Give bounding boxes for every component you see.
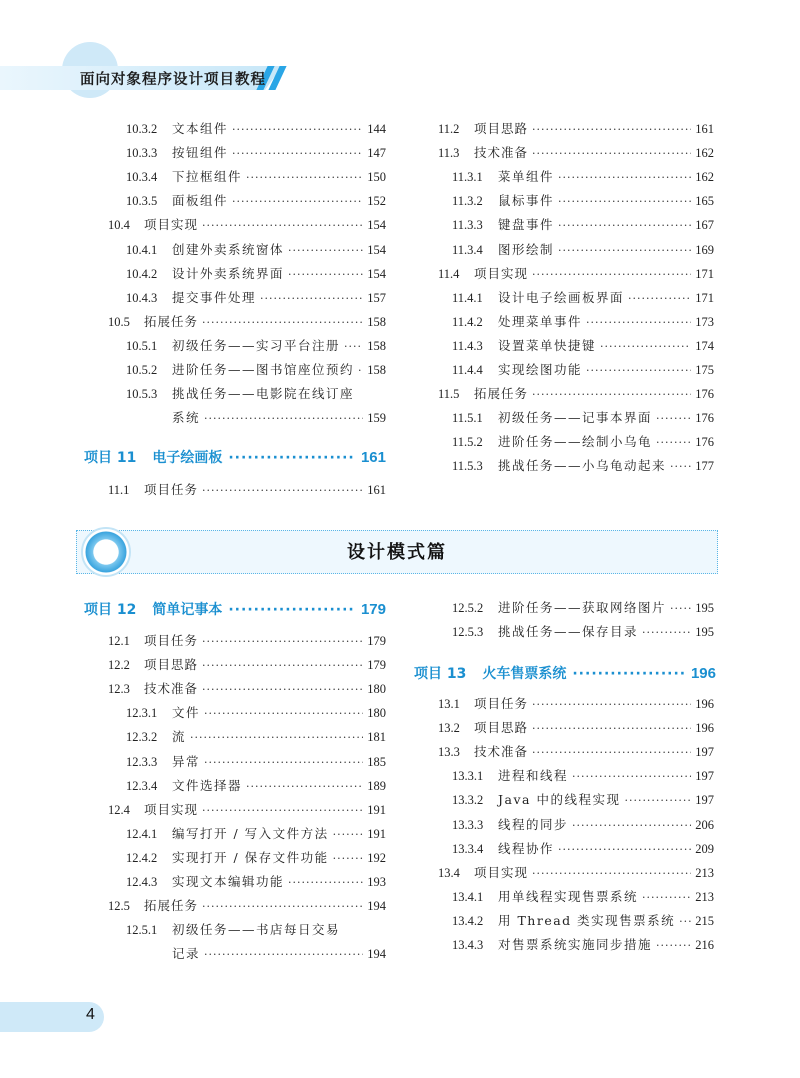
toc-entry[interactable] xyxy=(452,767,714,785)
toc-entry-title: 项目思路 xyxy=(144,657,199,673)
leader-dots xyxy=(532,865,691,883)
toc-entry-title: 用单线程实现售票系统 xyxy=(498,888,639,904)
toc-entry[interactable] xyxy=(126,704,386,722)
leader-dots xyxy=(333,850,364,868)
toc-entry-title: 项目实现 xyxy=(474,864,529,880)
toc-entry-page: 158 xyxy=(367,314,386,329)
toc-entry-page: 193 xyxy=(367,875,386,889)
toc-entry-page: 157 xyxy=(367,290,386,305)
toc-entry-number: 10.4.2 xyxy=(126,266,158,281)
toc-entry-page: 185 xyxy=(367,754,386,769)
toc-entry[interactable] xyxy=(126,945,386,963)
leader-dots xyxy=(656,410,691,428)
toc-entry[interactable] xyxy=(126,265,386,283)
leader-dots xyxy=(656,937,691,955)
toc-entry-number: 10.5.3 xyxy=(126,387,158,402)
toc-entry-page: 165 xyxy=(695,194,714,209)
toc-entry-title: 编写打开 / 写入文件方法 xyxy=(172,825,329,841)
toc-entry-page: 189 xyxy=(367,778,386,793)
toc-entry[interactable] xyxy=(452,936,714,954)
toc-entry-page: 162 xyxy=(695,146,714,161)
toc-entry[interactable] xyxy=(452,168,714,186)
toc-entry-title: 技术准备 xyxy=(474,145,529,161)
toc-entry[interactable] xyxy=(108,216,386,234)
toc-entry-page: 177 xyxy=(695,459,714,474)
leader-dots xyxy=(190,729,363,747)
leader-dots xyxy=(572,663,685,685)
leader-dots xyxy=(532,696,691,714)
toc-entry-title: 项目实现 xyxy=(144,801,199,817)
toc-entry-page: 213 xyxy=(695,865,714,880)
toc-entry[interactable] xyxy=(126,144,386,162)
toc-entry-number: 11.4.3 xyxy=(452,338,483,353)
toc-entry-title: 设计外卖系统界面 xyxy=(172,265,285,281)
toc-entry-title: 文本组件 xyxy=(172,121,229,136)
toc-entry-page: 173 xyxy=(695,314,714,329)
toc-entry-number: 12.3.3 xyxy=(126,754,158,769)
toc-entry[interactable] xyxy=(452,337,714,355)
toc-entry-number: 13.3.1 xyxy=(452,769,484,784)
toc-entry-number: 11.3.4 xyxy=(452,242,483,257)
toc-entry-page: 150 xyxy=(367,170,386,185)
toc-entry-title: 创建外卖系统窗体 xyxy=(172,241,285,257)
toc-entry-title: 用 Thread 类实现售票系统 xyxy=(498,912,676,928)
project-page: 179 xyxy=(360,601,386,618)
leader-dots xyxy=(572,817,691,835)
toc-entry[interactable] xyxy=(126,192,386,210)
toc-entry-page: 206 xyxy=(695,817,714,832)
toc-entry-page: 154 xyxy=(367,218,386,233)
leader-dots xyxy=(228,599,355,621)
toc-entry[interactable] xyxy=(452,599,714,617)
leader-dots xyxy=(532,266,691,284)
toc-entry-number: 11.5 xyxy=(438,387,460,402)
toc-entry-page: 144 xyxy=(367,122,386,136)
toc-entry-number: 13.3.3 xyxy=(452,817,484,832)
book-title: 面向对象程序设计项目教程 xyxy=(80,72,266,88)
toc-entry-title: 实现文本编辑功能 xyxy=(172,874,285,889)
toc-entry[interactable] xyxy=(452,888,714,906)
toc-entry-page: 147 xyxy=(367,146,386,161)
toc-entry-number: 10.5.1 xyxy=(126,338,158,353)
project-page: 196 xyxy=(690,665,716,682)
leader-dots xyxy=(532,121,691,139)
toc-entry[interactable] xyxy=(438,265,714,283)
leader-dots xyxy=(228,447,355,469)
toc-entry-title: 鼠标事件 xyxy=(498,193,555,209)
toc-entry-number: 11.5.3 xyxy=(452,459,483,474)
toc-entry-number: 13.2 xyxy=(438,721,460,736)
leader-dots xyxy=(202,657,363,675)
toc-entry-title: 初级任务——记事本界面 xyxy=(498,410,653,426)
toc-entry[interactable] xyxy=(126,777,386,795)
leader-dots xyxy=(204,754,363,772)
toc-entry-number: 11.3.2 xyxy=(452,194,483,209)
toc-entry-page: 171 xyxy=(695,266,714,281)
toc-entry-number: 13.4.2 xyxy=(452,913,484,928)
toc-entry[interactable] xyxy=(452,289,714,307)
toc-entry-number: 11.3 xyxy=(438,146,460,161)
sparkle-icon: ✦ xyxy=(101,541,115,560)
toc-entry-page: 197 xyxy=(695,769,714,784)
toc-entry-page: 159 xyxy=(367,411,386,426)
toc-entry-title: 进阶任务——绘制小乌龟 xyxy=(498,434,653,450)
toc-entry-page: 180 xyxy=(367,682,386,697)
toc-entry-title: 初级任务——实习平台注册 xyxy=(172,337,341,353)
toc-entry-page: 161 xyxy=(695,122,714,136)
toc-entry-page: 180 xyxy=(367,706,386,721)
toc-entry[interactable] xyxy=(452,840,714,858)
toc-entry-number: 10.5 xyxy=(108,314,130,329)
toc-entry-title: 键盘事件 xyxy=(498,217,555,233)
leader-dots xyxy=(532,744,691,762)
toc-entry[interactable] xyxy=(126,753,386,771)
toc-entry-page: 154 xyxy=(367,242,386,257)
toc-entry[interactable] xyxy=(126,728,386,746)
leader-dots xyxy=(204,410,363,428)
toc-entry-number: 10.3.2 xyxy=(126,122,158,136)
toc-entry-number: 11.4 xyxy=(438,266,460,281)
toc-entry[interactable] xyxy=(108,801,386,819)
toc-entry[interactable] xyxy=(452,361,714,379)
toc-entry-number: 12.3 xyxy=(108,682,130,697)
toc-entry-title: 挑战任务——保存目录 xyxy=(498,624,639,639)
toc-entry-page: 162 xyxy=(695,170,714,185)
leader-dots xyxy=(202,681,363,699)
leader-dots xyxy=(558,242,691,260)
toc-entry-page: 196 xyxy=(695,721,714,736)
toc-entry[interactable] xyxy=(452,192,714,210)
project-label: 项目 13 xyxy=(414,666,467,682)
toc-entry-page: 197 xyxy=(695,745,714,760)
toc-entry[interactable] xyxy=(126,168,386,186)
toc-entry-title: 提交事件处理 xyxy=(172,289,257,305)
toc-entry-number: 12.4 xyxy=(108,802,130,817)
toc-entry-number: 11.2 xyxy=(438,122,460,136)
toc-entry[interactable] xyxy=(108,680,386,698)
toc-entry-page: 158 xyxy=(367,338,386,353)
toc-entry-page: 191 xyxy=(367,802,386,817)
toc-entry-title: 初级任务——书店每日交易 xyxy=(172,922,341,938)
toc-entry-page: 191 xyxy=(367,826,386,841)
leader-dots xyxy=(333,826,364,844)
toc-entry-page: 169 xyxy=(695,242,714,257)
toc-entry-title: 按钮组件 xyxy=(172,145,229,161)
leader-dots xyxy=(202,217,363,235)
leader-dots xyxy=(558,841,691,859)
toc-entry[interactable] xyxy=(452,816,714,834)
toc-entry[interactable] xyxy=(438,120,714,138)
toc-entry-number: 11.5.1 xyxy=(452,411,483,426)
leader-dots xyxy=(204,705,363,723)
project-page: 161 xyxy=(360,449,386,466)
project-title: 火车售票系统 xyxy=(482,666,567,682)
leader-dots xyxy=(232,145,363,163)
toc-entry-page: 215 xyxy=(695,913,714,928)
toc-entry-number: 11.4.4 xyxy=(452,363,483,377)
toc-entry-title: Java 中的线程实现 xyxy=(498,792,621,808)
toc-entry-number: 11.5.2 xyxy=(452,435,483,450)
toc-entry-title: 技术准备 xyxy=(144,681,199,697)
toc-entry-title: 异常 xyxy=(172,753,201,769)
toc-entry[interactable] xyxy=(452,791,714,809)
toc-entry-title: 实现绘图功能 xyxy=(498,362,583,377)
leader-dots xyxy=(572,768,691,786)
toc-entry-title: 设计电子绘画板界面 xyxy=(498,289,625,305)
toc-entry-number: 11.1 xyxy=(108,483,130,497)
toc-entry-title: 项目任务 xyxy=(144,482,199,497)
toc-entry-page: 176 xyxy=(695,411,714,426)
toc-entry-title: 项目任务 xyxy=(144,633,199,648)
leader-dots xyxy=(202,802,363,820)
toc-entry-page: 176 xyxy=(695,387,714,402)
project-label: 项目 12 xyxy=(84,602,137,618)
toc-entry-page: 181 xyxy=(367,730,386,745)
leader-dots xyxy=(558,217,691,235)
leader-dots xyxy=(202,633,363,651)
toc-entry-number: 10.4.1 xyxy=(126,242,158,257)
toc-entry[interactable] xyxy=(452,409,714,427)
toc-entry[interactable] xyxy=(126,289,386,307)
leader-dots xyxy=(656,434,691,452)
toc-entry-page: 175 xyxy=(695,363,714,377)
toc-entry-title: 文件选择器 xyxy=(172,777,243,793)
toc-entry[interactable] xyxy=(452,912,714,930)
leader-dots xyxy=(288,266,363,284)
toc-entry-number: 12.2 xyxy=(108,658,130,673)
toc-entry[interactable] xyxy=(126,921,386,939)
toc-entry[interactable] xyxy=(108,897,386,915)
toc-entry-title: 项目实现 xyxy=(474,265,529,281)
leader-dots xyxy=(358,362,363,380)
toc-entry-number: 12.4.3 xyxy=(126,875,158,889)
toc-entry-title: 处理菜单事件 xyxy=(498,313,583,329)
toc-entry-title: 下拉框组件 xyxy=(172,169,243,185)
toc-entry-title: 进阶任务——图书馆座位预约 xyxy=(172,362,355,377)
toc-entry-title: 挑战任务——小乌龟动起来 xyxy=(498,458,667,474)
toc-entry-number: 13.4 xyxy=(438,865,460,880)
toc-entry-page: 192 xyxy=(367,850,386,865)
toc-entry[interactable] xyxy=(438,385,714,403)
leader-dots xyxy=(586,314,691,332)
toc-entry-title: 菜单组件 xyxy=(498,169,555,185)
leader-dots xyxy=(532,386,691,404)
leader-dots xyxy=(202,314,363,332)
toc-entry[interactable] xyxy=(108,632,386,650)
project-13-heading[interactable] xyxy=(414,663,716,685)
leader-dots xyxy=(670,458,691,476)
toc-entry-number: 13.3.2 xyxy=(452,793,484,808)
toc-entry-number: 12.3.1 xyxy=(126,706,158,721)
toc-entry-page: 158 xyxy=(367,363,386,377)
part-title: 设计模式篇 xyxy=(347,542,447,563)
toc-entry-page: 195 xyxy=(695,601,714,615)
toc-entry[interactable] xyxy=(452,241,714,259)
toc-entry[interactable] xyxy=(126,241,386,259)
toc-entry[interactable] xyxy=(438,695,714,713)
toc-entry-number: 11.4.1 xyxy=(452,290,483,305)
toc-entry-page: 197 xyxy=(695,793,714,808)
toc-entry-page: 216 xyxy=(695,938,714,952)
toc-entry-page: 152 xyxy=(367,194,386,209)
leader-dots xyxy=(558,169,691,187)
toc-entry-title: 图形绘制 xyxy=(498,241,555,257)
toc-entry-page: 167 xyxy=(695,218,714,233)
toc-entry-title: 拓展任务 xyxy=(474,386,529,402)
toc-entry-title: 拓展任务 xyxy=(144,313,199,329)
toc-entry-number: 12.4.1 xyxy=(126,826,158,841)
project-title: 电子绘画板 xyxy=(152,450,223,466)
toc-entry-number: 10.4.3 xyxy=(126,290,158,305)
toc-entry[interactable] xyxy=(452,216,714,234)
toc-entry-number: 10.3.5 xyxy=(126,194,158,209)
leader-dots xyxy=(232,121,363,139)
toc-entry-title: 流 xyxy=(172,729,187,745)
toc-entry-number: 13.1 xyxy=(438,697,460,711)
toc-entry-title: 记录 xyxy=(172,946,201,962)
leader-dots xyxy=(670,600,691,618)
toc-entry-number: 12.3.4 xyxy=(126,778,158,793)
toc-entry-title: 进阶任务——获取网络图片 xyxy=(498,600,667,615)
toc-entry-title: 设置菜单快捷键 xyxy=(498,337,597,353)
project-11-heading[interactable] xyxy=(84,447,386,469)
toc-entry-title: 面板组件 xyxy=(172,193,229,209)
toc-entry-title: 项目任务 xyxy=(474,696,529,711)
toc-entry-page: 195 xyxy=(695,625,714,639)
leader-dots xyxy=(246,778,363,796)
leader-dots xyxy=(558,193,691,211)
toc-entry[interactable] xyxy=(126,825,386,843)
leader-dots xyxy=(288,242,363,260)
leader-dots xyxy=(202,482,363,500)
toc-entry[interactable] xyxy=(438,864,714,882)
toc-entry-title: 系统 xyxy=(172,410,201,426)
toc-entry-number: 11.3.1 xyxy=(452,170,483,185)
toc-entry[interactable] xyxy=(452,623,714,641)
project-12-heading[interactable] xyxy=(84,599,386,621)
leader-dots xyxy=(642,624,691,642)
toc-entry[interactable] xyxy=(126,873,386,891)
leader-dots xyxy=(628,290,691,308)
toc-entry-page: 174 xyxy=(695,338,714,353)
toc-entry[interactable] xyxy=(438,743,714,761)
toc-entry[interactable] xyxy=(452,313,714,331)
toc-entry-title: 线程协作 xyxy=(498,840,555,856)
toc-entry-page: 194 xyxy=(367,899,386,914)
toc-entry-page: 209 xyxy=(695,841,714,856)
leader-dots xyxy=(624,792,691,810)
leader-dots xyxy=(600,338,691,356)
toc-entry[interactable] xyxy=(126,337,386,355)
toc-entry-page: 179 xyxy=(367,658,386,673)
toc-entry-page: 161 xyxy=(367,483,386,497)
toc-entry[interactable] xyxy=(108,656,386,674)
toc-entry-number: 10.3.3 xyxy=(126,146,158,161)
toc-entry-page: 179 xyxy=(367,634,386,648)
toc-entry-page: 176 xyxy=(695,435,714,450)
toc-entry-number: 10.5.2 xyxy=(126,363,158,377)
toc-entry[interactable] xyxy=(108,481,386,499)
toc-entry-number: 10.4 xyxy=(108,218,130,233)
toc-entry-number: 12.1 xyxy=(108,634,130,648)
toc-entry-title: 项目实现 xyxy=(144,217,199,233)
toc-entry-page: 213 xyxy=(695,889,714,904)
toc-entry[interactable] xyxy=(126,120,386,138)
toc-entry-number: 10.3.4 xyxy=(126,170,158,185)
toc-entry-title: 挑战任务——电影院在线订座 xyxy=(172,386,355,402)
toc-entry-number: 12.4.2 xyxy=(126,850,158,865)
leader-dots xyxy=(532,720,691,738)
leader-dots xyxy=(532,145,691,163)
toc-entry-number: 11.3.3 xyxy=(452,218,483,233)
toc-entry[interactable] xyxy=(126,385,386,403)
toc-entry-number: 11.4.2 xyxy=(452,314,483,329)
page-number: 4 xyxy=(86,1006,95,1023)
leader-dots xyxy=(260,290,363,308)
leader-dots xyxy=(586,362,691,380)
leader-dots xyxy=(679,913,691,931)
toc-entry-number: 12.5.2 xyxy=(452,601,484,615)
toc-entry-title: 线程的同步 xyxy=(498,816,569,832)
project-label: 项目 11 xyxy=(84,450,137,466)
toc-entry-number: 12.5.1 xyxy=(126,923,158,938)
toc-entry[interactable] xyxy=(126,361,386,379)
leader-dots xyxy=(202,898,363,916)
toc-entry-page: 194 xyxy=(367,947,386,962)
toc-entry[interactable] xyxy=(452,433,714,451)
toc-entry-title: 技术准备 xyxy=(474,744,529,760)
toc-entry-number: 13.3 xyxy=(438,745,460,760)
toc-entry-title: 文件 xyxy=(172,705,201,721)
leader-dots xyxy=(232,193,363,211)
toc-entry[interactable] xyxy=(126,409,386,427)
toc-entry-title: 进程和线程 xyxy=(498,768,569,784)
project-title: 简单记事本 xyxy=(152,602,223,618)
toc-entry-title: 实现打开 / 保存文件功能 xyxy=(172,849,329,865)
toc-entry-page: 154 xyxy=(367,266,386,281)
toc-entry-title: 对售票系统实施同步措施 xyxy=(498,937,653,952)
toc-entry-page: 171 xyxy=(695,290,714,305)
toc-entry-number: 13.4.3 xyxy=(452,938,484,952)
toc-entry[interactable] xyxy=(438,144,714,162)
part-banner xyxy=(76,530,718,574)
toc-entry-title: 项目思路 xyxy=(474,121,529,136)
toc-entry-number: 13.3.4 xyxy=(452,841,484,856)
toc-entry[interactable] xyxy=(126,849,386,867)
toc-entry[interactable] xyxy=(438,719,714,737)
toc-entry-title: 拓展任务 xyxy=(144,898,199,914)
toc-entry-number: 12.5 xyxy=(108,899,130,914)
toc-entry-title: 项目思路 xyxy=(474,720,529,736)
leader-dots xyxy=(246,169,363,187)
leader-dots xyxy=(204,946,363,964)
toc-entry[interactable] xyxy=(108,313,386,331)
toc-entry-number: 12.5.3 xyxy=(452,625,484,639)
leader-dots xyxy=(642,889,691,907)
leader-dots xyxy=(288,874,363,892)
leader-dots xyxy=(344,338,363,356)
toc-entry[interactable] xyxy=(452,457,714,475)
toc-entry-number: 13.4.1 xyxy=(452,889,484,904)
toc-entry-page: 196 xyxy=(695,697,714,711)
toc-entry-number: 12.3.2 xyxy=(126,730,158,745)
